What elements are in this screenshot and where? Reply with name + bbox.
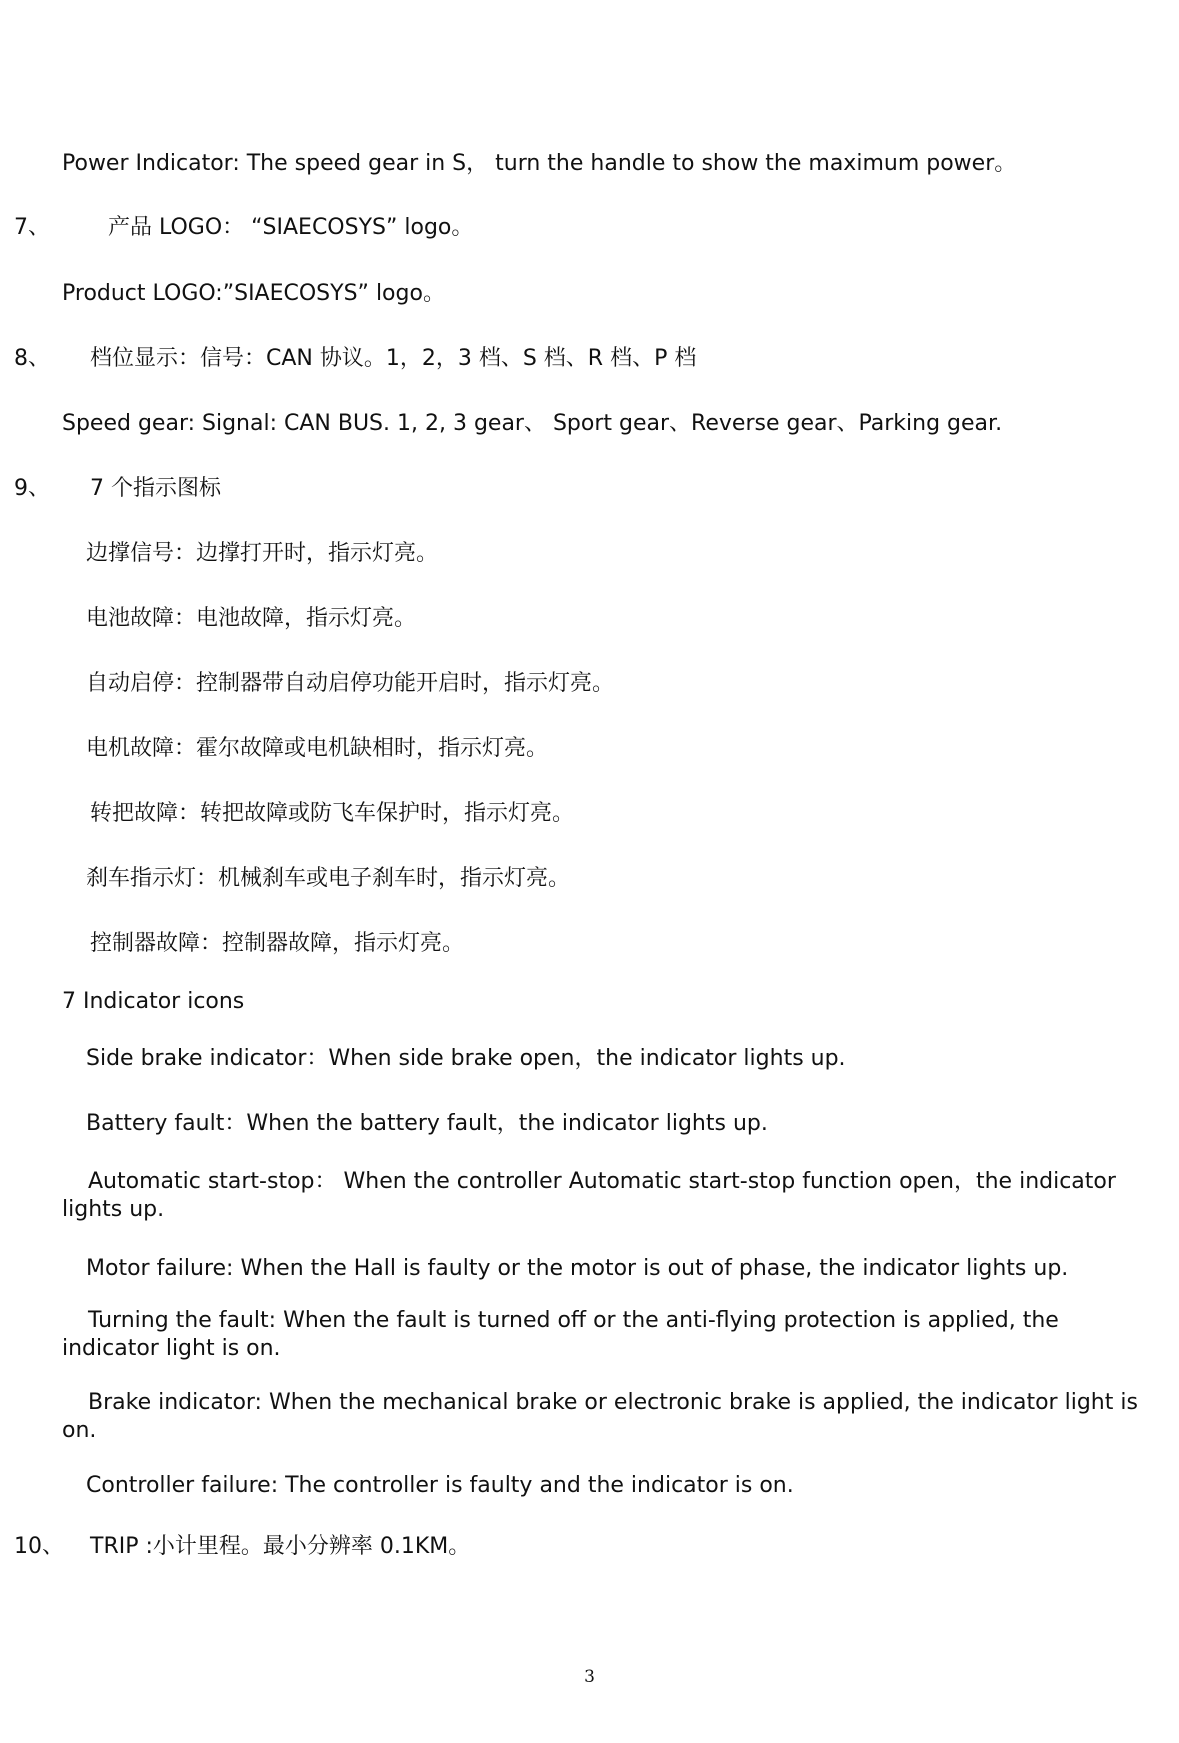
item-8-en: Speed gear: Signal: CAN BUS. 1, 2, 3 gear、 Sport gear、Reverse gear、Parking gear. — [62, 411, 1003, 436]
indicator-en-turning: Turning the fault: When the fault is turned off or the anti-flying protection is applied, the indicator light is on. — [62, 1308, 1059, 1361]
item-9-zh-title: 7 个指示图标 — [90, 476, 221, 501]
indicator-en-brake: Brake indicator: When the mechanical brake or electronic brake is applied, the indicator light is on. — [62, 1390, 1138, 1443]
item-8-number: 8、 — [14, 346, 50, 371]
indicator-zh-brake: 刹车指示灯：机械刹车或电子刹车时，指示灯亮。 — [86, 866, 571, 891]
indicator-en-auto-start-stop: Automatic start-stop： When the controller Automatic start-stop function open，the indicator lights up. — [62, 1169, 1116, 1222]
indicator-zh-auto-start-stop: 自动启停：控制器带自动启停功能开启时，指示灯亮。 — [86, 671, 615, 696]
item-10-text: TRIP :小计里程。最小分辨率 0.1KM。 — [90, 1534, 471, 1559]
indicator-en-battery: Battery fault：When the battery fault，the indicator lights up. — [86, 1111, 768, 1136]
item-9-number: 9、 — [14, 476, 50, 501]
indicator-zh-throttle: 转把故障：转把故障或防飞车保护时，指示灯亮。 — [90, 801, 575, 826]
item-7-en: Product LOGO:”SIAECOSYS” logo。 — [62, 281, 445, 306]
indicator-en-side-brake: Side brake indicator：When side brake open，the indicator lights up. — [86, 1046, 846, 1071]
item-7-number: 7、 — [14, 215, 50, 240]
indicator-zh-side-stand: 边撑信号：边撑打开时，指示灯亮。 — [86, 541, 439, 566]
indicator-en-motor: Motor failure: When the Hall is faulty or the motor is out of phase, the indicator lights up. — [86, 1256, 1069, 1281]
power-indicator-en: Power Indicator: The speed gear in S， turn the handle to show the maximum power。 — [62, 151, 1017, 176]
item-9-en-title: 7 Indicator icons — [62, 989, 245, 1014]
page-number: 3 — [584, 1667, 595, 1687]
item-7-zh: 产品 LOGO： “SIAECOSYS” logo。 — [108, 215, 474, 240]
item-8-zh: 档位显示：信号：CAN 协议。1，2，3 档、S 档、R 档、P 档 — [90, 346, 697, 371]
item-10-number: 10、 — [14, 1534, 64, 1559]
indicator-en-controller: Controller failure: The controller is faulty and the indicator is on. — [86, 1473, 794, 1498]
indicator-zh-motor: 电机故障：霍尔故障或电机缺相时，指示灯亮。 — [86, 736, 549, 761]
indicator-zh-controller: 控制器故障：控制器故障，指示灯亮。 — [90, 931, 465, 956]
indicator-zh-battery: 电池故障：电池故障，指示灯亮。 — [86, 606, 417, 631]
